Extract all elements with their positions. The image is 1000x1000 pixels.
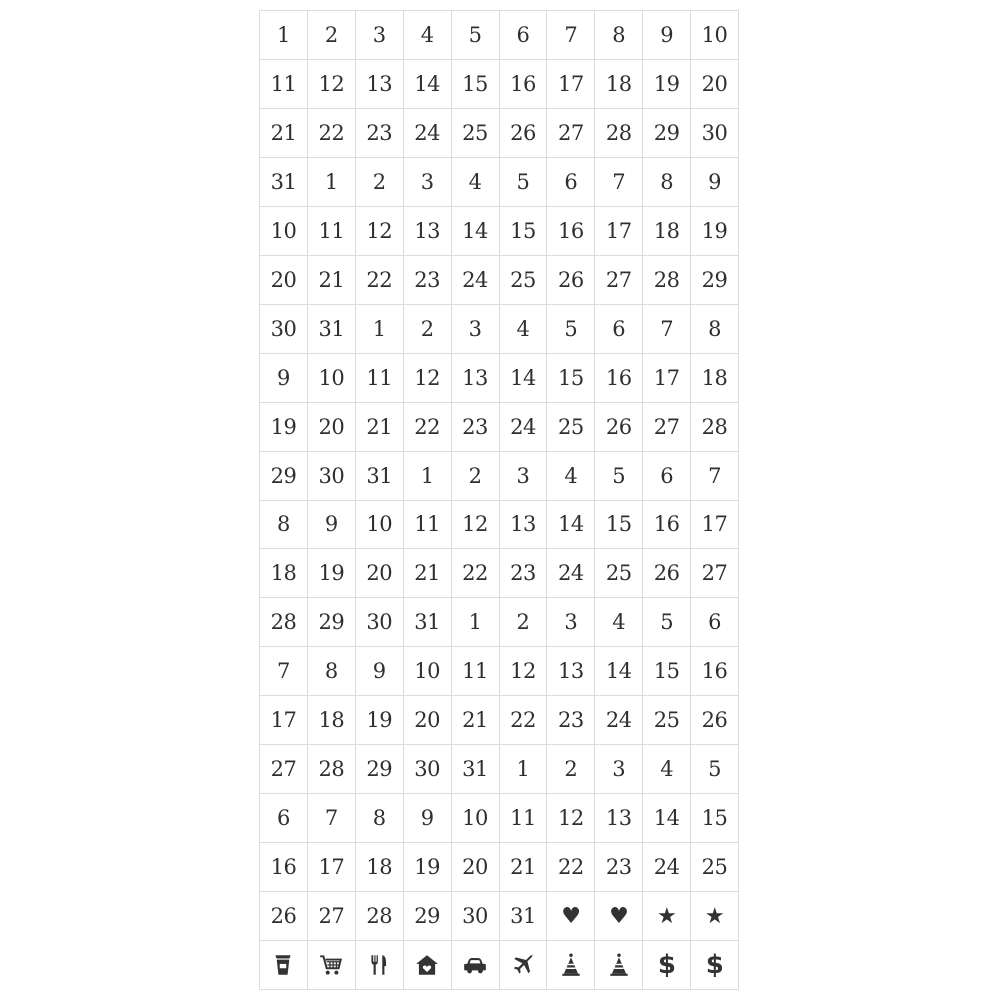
number-sticker: 20 — [404, 696, 452, 745]
number-sticker: 11 — [404, 501, 452, 550]
number-sticker: 17 — [547, 60, 595, 109]
number-sticker: 14 — [595, 647, 643, 696]
number-sticker: 22 — [404, 403, 452, 452]
number-sticker: 2 — [452, 452, 500, 501]
number-sticker: 3 — [356, 11, 404, 60]
number-sticker: 14 — [643, 794, 691, 843]
number-sticker: 14 — [547, 501, 595, 550]
number-sticker: 8 — [308, 647, 356, 696]
number-sticker: 25 — [452, 109, 500, 158]
number-sticker: 16 — [547, 207, 595, 256]
number-sticker: 22 — [500, 696, 548, 745]
number-sticker: 7 — [547, 11, 595, 60]
number-sticker: 6 — [643, 452, 691, 501]
number-sticker: 31 — [404, 598, 452, 647]
number-sticker: 20 — [356, 549, 404, 598]
number-sticker: 29 — [404, 892, 452, 941]
number-sticker: 23 — [500, 549, 548, 598]
number-sticker: 26 — [643, 549, 691, 598]
number-sticker: 12 — [308, 60, 356, 109]
number-sticker: 11 — [356, 354, 404, 403]
number-sticker: 24 — [452, 256, 500, 305]
number-sticker: 6 — [691, 598, 739, 647]
number-sticker: 28 — [595, 109, 643, 158]
house-heart-icon — [404, 941, 452, 990]
number-sticker: 25 — [691, 843, 739, 892]
number-sticker: 16 — [500, 60, 548, 109]
number-sticker: 18 — [260, 549, 308, 598]
number-sticker: 23 — [547, 696, 595, 745]
number-sticker: 22 — [452, 549, 500, 598]
number-sticker: 28 — [643, 256, 691, 305]
number-sticker: 27 — [308, 892, 356, 941]
number-sticker: 19 — [260, 403, 308, 452]
number-sticker: 4 — [500, 305, 548, 354]
star-icon: ★ — [691, 892, 739, 941]
coffee-cup-icon — [260, 941, 308, 990]
number-sticker: 3 — [500, 452, 548, 501]
number-sticker: 30 — [404, 745, 452, 794]
party-hat-icon — [595, 941, 643, 990]
car-icon — [452, 941, 500, 990]
number-sticker: 26 — [595, 403, 643, 452]
number-sticker: 5 — [643, 598, 691, 647]
number-sticker: 22 — [308, 109, 356, 158]
number-sticker: 25 — [500, 256, 548, 305]
number-sticker: 3 — [595, 745, 643, 794]
number-sticker: 2 — [308, 11, 356, 60]
number-sticker: 27 — [643, 403, 691, 452]
number-sticker: 11 — [452, 647, 500, 696]
number-sticker: 20 — [260, 256, 308, 305]
number-sticker: 9 — [643, 11, 691, 60]
number-sticker: 21 — [260, 109, 308, 158]
number-sticker: 28 — [356, 892, 404, 941]
number-sticker: 14 — [500, 354, 548, 403]
number-sticker: 4 — [452, 158, 500, 207]
number-sticker: 24 — [500, 403, 548, 452]
number-sticker: 29 — [691, 256, 739, 305]
number-sticker: 21 — [356, 403, 404, 452]
number-sticker: 1 — [308, 158, 356, 207]
number-sticker: 24 — [547, 549, 595, 598]
number-sticker: 9 — [356, 647, 404, 696]
number-sticker: 27 — [260, 745, 308, 794]
number-sticker: 11 — [260, 60, 308, 109]
number-sticker: 27 — [691, 549, 739, 598]
number-sticker: 22 — [547, 843, 595, 892]
number-sticker: 23 — [356, 109, 404, 158]
number-sticker: 24 — [643, 843, 691, 892]
number-sticker: 14 — [404, 60, 452, 109]
number-sticker: 21 — [452, 696, 500, 745]
number-sticker: 8 — [643, 158, 691, 207]
number-sticker: 15 — [691, 794, 739, 843]
number-sticker: 18 — [356, 843, 404, 892]
number-sticker: 10 — [452, 794, 500, 843]
number-sticker: 10 — [404, 647, 452, 696]
number-sticker: 4 — [547, 452, 595, 501]
number-sticker: 1 — [452, 598, 500, 647]
number-sticker: 19 — [404, 843, 452, 892]
number-sticker: 29 — [260, 452, 308, 501]
number-sticker: 17 — [595, 207, 643, 256]
number-sticker: 23 — [595, 843, 643, 892]
number-sticker: 10 — [691, 11, 739, 60]
number-sticker: 22 — [356, 256, 404, 305]
star-icon: ★ — [643, 892, 691, 941]
number-sticker: 30 — [691, 109, 739, 158]
number-sticker: 3 — [452, 305, 500, 354]
number-sticker: 25 — [595, 549, 643, 598]
number-sticker: 5 — [691, 745, 739, 794]
number-sticker: 12 — [356, 207, 404, 256]
number-sticker: 28 — [691, 403, 739, 452]
party-hat-icon — [547, 941, 595, 990]
number-sticker: 12 — [404, 354, 452, 403]
number-sticker: 8 — [595, 11, 643, 60]
number-sticker: 17 — [260, 696, 308, 745]
number-sticker: 15 — [500, 207, 548, 256]
number-sticker: 9 — [691, 158, 739, 207]
number-sticker: 31 — [308, 305, 356, 354]
number-sticker: 21 — [308, 256, 356, 305]
number-sticker: 6 — [595, 305, 643, 354]
number-sticker: 28 — [260, 598, 308, 647]
number-sticker: 17 — [691, 501, 739, 550]
number-sticker: 7 — [260, 647, 308, 696]
number-sticker: 7 — [643, 305, 691, 354]
number-sticker: 13 — [595, 794, 643, 843]
number-sticker: 15 — [452, 60, 500, 109]
number-sticker: 24 — [404, 109, 452, 158]
number-sticker: 16 — [260, 843, 308, 892]
number-sticker: 18 — [595, 60, 643, 109]
number-sticker: 25 — [643, 696, 691, 745]
sticker-sheet — [259, 10, 739, 990]
number-sticker: 2 — [547, 745, 595, 794]
number-sticker: 19 — [691, 207, 739, 256]
number-sticker: 31 — [356, 452, 404, 501]
number-sticker: 16 — [643, 501, 691, 550]
number-sticker: 26 — [260, 892, 308, 941]
number-sticker: 27 — [595, 256, 643, 305]
number-sticker: 20 — [308, 403, 356, 452]
number-sticker: 7 — [595, 158, 643, 207]
number-sticker: 28 — [308, 745, 356, 794]
number-sticker: 2 — [356, 158, 404, 207]
number-sticker: 8 — [260, 501, 308, 550]
number-sticker: 6 — [500, 11, 548, 60]
number-sticker: 24 — [595, 696, 643, 745]
number-sticker: 18 — [308, 696, 356, 745]
number-sticker: 5 — [547, 305, 595, 354]
number-sticker: 15 — [547, 354, 595, 403]
number-sticker: 21 — [500, 843, 548, 892]
number-sticker: 3 — [404, 158, 452, 207]
number-sticker: 20 — [691, 60, 739, 109]
number-sticker: 9 — [308, 501, 356, 550]
number-sticker: 18 — [643, 207, 691, 256]
number-sticker: 26 — [500, 109, 548, 158]
dollar-icon: $ — [691, 941, 739, 990]
number-sticker: 9 — [260, 354, 308, 403]
number-sticker: 15 — [643, 647, 691, 696]
number-sticker: 2 — [404, 305, 452, 354]
number-sticker: 31 — [260, 158, 308, 207]
number-sticker: 14 — [452, 207, 500, 256]
number-sticker: 8 — [691, 305, 739, 354]
heart-icon: ♥ — [595, 892, 643, 941]
shopping-cart-icon — [308, 941, 356, 990]
number-sticker: 1 — [404, 452, 452, 501]
number-sticker: 18 — [691, 354, 739, 403]
number-sticker: 4 — [404, 11, 452, 60]
number-sticker: 26 — [547, 256, 595, 305]
number-sticker: 29 — [356, 745, 404, 794]
number-sticker: 6 — [547, 158, 595, 207]
fork-knife-icon — [356, 941, 404, 990]
number-sticker: 17 — [308, 843, 356, 892]
number-sticker: 29 — [308, 598, 356, 647]
number-sticker: 19 — [308, 549, 356, 598]
number-sticker: 11 — [500, 794, 548, 843]
number-sticker: 4 — [595, 598, 643, 647]
number-sticker: 5 — [595, 452, 643, 501]
number-sticker: 9 — [404, 794, 452, 843]
number-sticker: 12 — [452, 501, 500, 550]
number-sticker: 2 — [500, 598, 548, 647]
number-sticker: 7 — [691, 452, 739, 501]
number-sticker: 13 — [500, 501, 548, 550]
number-sticker: 7 — [308, 794, 356, 843]
number-sticker: 27 — [547, 109, 595, 158]
number-sticker: 29 — [643, 109, 691, 158]
number-sticker: 11 — [308, 207, 356, 256]
number-sticker: 10 — [260, 207, 308, 256]
number-sticker: 8 — [356, 794, 404, 843]
number-sticker: 30 — [452, 892, 500, 941]
number-sticker: 31 — [452, 745, 500, 794]
number-sticker: 12 — [547, 794, 595, 843]
number-sticker: 21 — [404, 549, 452, 598]
number-sticker: 30 — [308, 452, 356, 501]
airplane-icon — [500, 941, 548, 990]
number-sticker: 1 — [356, 305, 404, 354]
number-sticker: 17 — [643, 354, 691, 403]
number-sticker: 12 — [500, 647, 548, 696]
number-sticker: 13 — [356, 60, 404, 109]
number-sticker: 30 — [260, 305, 308, 354]
number-sticker: 13 — [547, 647, 595, 696]
number-sticker: 10 — [308, 354, 356, 403]
number-sticker: 4 — [643, 745, 691, 794]
number-sticker: 19 — [356, 696, 404, 745]
number-sticker: 16 — [595, 354, 643, 403]
number-sticker: 1 — [500, 745, 548, 794]
number-sticker: 10 — [356, 501, 404, 550]
number-sticker: 13 — [404, 207, 452, 256]
number-sticker: 5 — [452, 11, 500, 60]
number-sticker: 31 — [500, 892, 548, 941]
number-sticker: 3 — [547, 598, 595, 647]
number-sticker: 20 — [452, 843, 500, 892]
number-sticker: 5 — [500, 158, 548, 207]
number-sticker: 23 — [404, 256, 452, 305]
number-sticker: 25 — [547, 403, 595, 452]
dollar-icon: $ — [643, 941, 691, 990]
number-sticker: 6 — [260, 794, 308, 843]
number-sticker: 30 — [356, 598, 404, 647]
number-sticker: 13 — [452, 354, 500, 403]
number-sticker: 19 — [643, 60, 691, 109]
number-sticker: 1 — [260, 11, 308, 60]
number-sticker: 16 — [691, 647, 739, 696]
number-sticker: 26 — [691, 696, 739, 745]
number-sticker: 15 — [595, 501, 643, 550]
heart-icon: ♥ — [547, 892, 595, 941]
number-sticker: 23 — [452, 403, 500, 452]
